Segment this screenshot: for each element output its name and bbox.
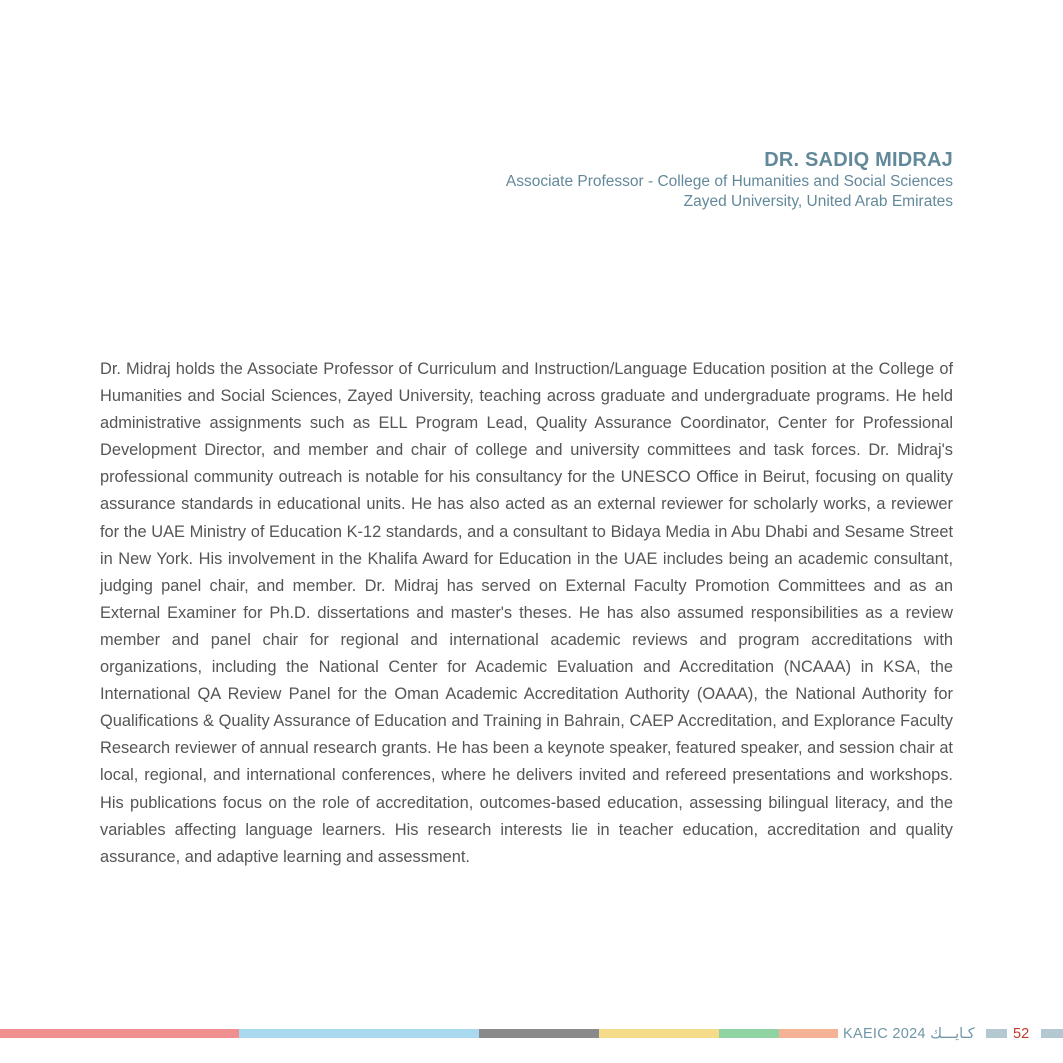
footer-stripe-green [719,1029,779,1038]
speaker-name: DR. SADIQ MIDRAJ [764,149,953,171]
footer-stripe-pink [0,1029,239,1038]
footer-stripe-gray [479,1029,599,1038]
speaker-header [506,148,953,212]
footer-stripe-peach [779,1029,838,1038]
footer-stripe-yellow [599,1029,719,1038]
page-number: 52 [1013,1026,1030,1042]
footer-stripe-light-blue [239,1029,479,1038]
footer-label: KAEIC 2024 كـايـــك [843,1026,975,1042]
speaker-position: Associate Professor - College of Humanities and Social Sciences [505,173,953,190]
footer-block-left [986,1029,1007,1038]
footer-block-right [1041,1029,1063,1038]
page-footer [0,1026,1063,1042]
speaker-affiliation: Zayed University, United Arab Emirates [683,193,953,210]
speaker-biography: Dr. Midraj holds the Associate Professor of Curriculum and Instruction/Language Education position at the College of Humanities and Social Sciences, Zayed University, teaching across graduate and undergraduate programs. He held administrative assignments such as ELL Program Lead, Quality Assurance Coordinator, Center for Professional Development Director, and member and chair of college and university committees and task forces. Dr. Midraj's professional community outreach is notable for his consultancy for the UNESCO Office in Beirut, focusing on quality assurance standards in educational units. He has also acted as an external reviewer for scholarly works, a reviewer for the UAE Ministry of Education K-12 standards, and a consultant to Bidaya Media in Abu Dhabi and Sesame Street in New York. His involvement in the Khalifa Award for Education in the UAE includes being an academic consultant, judging panel chair, and member. Dr. Midraj has served on External Faculty Promotion Committees and as an External Examiner for Ph.D. dissertations and master's theses. He has also assumed responsibilities as a review member and panel chair for regional and international academic reviews and program accreditations with organizations, including the National Center for Academic Evaluation and Accreditation (NCAAA) in KSA, the International QA Review Panel for the Oman Academic Accreditation Authority (OAAA), the National Authority for Qualifications & Quality Assurance of Education and Training in Bahrain, CAEP Accreditation, and Explorance Faculty Research reviewer of annual research grants. He has been a keynote speaker, featured speaker, and session chair at local, regional, and international conferences, where he delivers invited and refereed presentations and workshops. His publications focus on the role of accreditation, outcomes-based education, assessing bilingual literacy, and the variables affecting language learners. His research interests lie in teacher education, accreditation and quality assurance, and adaptive learning and assessment. [100,360,953,866]
